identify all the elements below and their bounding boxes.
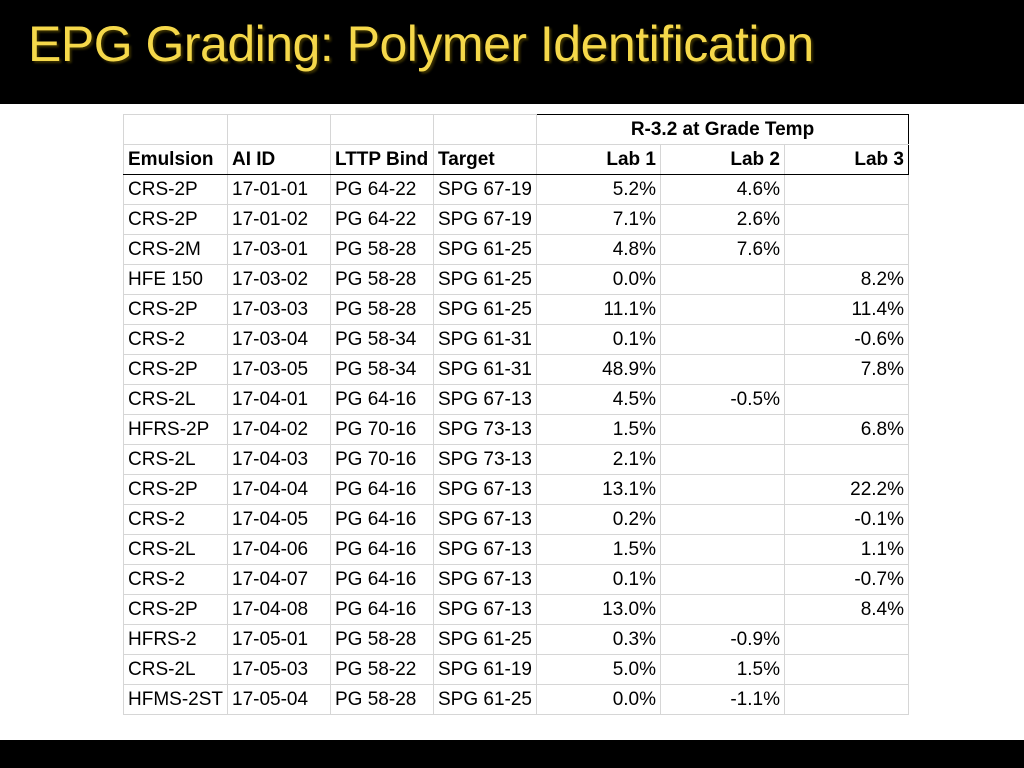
cell-lab-2: -0.5% xyxy=(661,385,785,415)
cell-lab-1: 1.5% xyxy=(537,415,661,445)
cell-emulsion: CRS-2L xyxy=(124,385,228,415)
cell-lttp-bind: PG 70-16 xyxy=(331,445,434,475)
cell-lttp-bind: PG 58-34 xyxy=(331,355,434,385)
cell-ai-id: 17-04-03 xyxy=(228,445,331,475)
cell-lab-2 xyxy=(661,295,785,325)
cell-target: SPG 67-19 xyxy=(434,205,537,235)
table-row xyxy=(124,265,909,295)
cell-lab-2 xyxy=(661,325,785,355)
cell-lab-3 xyxy=(785,625,909,655)
cell-ai-id: 17-01-02 xyxy=(228,205,331,235)
cell-lab-3: 7.8% xyxy=(785,355,909,385)
table-row xyxy=(124,475,909,505)
cell-target: SPG 67-13 xyxy=(434,595,537,625)
cell-lab-1: 13.1% xyxy=(537,475,661,505)
cell-lab-2 xyxy=(661,445,785,475)
cell-ai-id: 17-03-02 xyxy=(228,265,331,295)
slide-title: EPG Grading: Polymer Identification xyxy=(28,16,814,72)
col-header-lab-3: Lab 3 xyxy=(785,145,909,175)
cell-lab-2 xyxy=(661,355,785,385)
cell-ai-id: 17-05-03 xyxy=(228,655,331,685)
cell-ai-id: 17-03-03 xyxy=(228,295,331,325)
cell-emulsion: CRS-2P xyxy=(124,595,228,625)
cell-target: SPG 73-13 xyxy=(434,445,537,475)
cell-target: SPG 61-19 xyxy=(434,655,537,685)
cell-lab-3 xyxy=(785,445,909,475)
cell-lab-3 xyxy=(785,685,909,715)
cell-emulsion: HFRS-2P xyxy=(124,415,228,445)
cell-emulsion: CRS-2P xyxy=(124,475,228,505)
cell-target: SPG 67-13 xyxy=(434,505,537,535)
cell-ai-id: 17-04-08 xyxy=(228,595,331,625)
cell-lab-2: 4.6% xyxy=(661,175,785,205)
cell-emulsion: CRS-2M xyxy=(124,235,228,265)
cell-lab-1: 4.5% xyxy=(537,385,661,415)
cell-ai-id: 17-03-04 xyxy=(228,325,331,355)
cell-lab-1: 11.1% xyxy=(537,295,661,325)
cell-lab-1: 5.2% xyxy=(537,175,661,205)
cell-emulsion: CRS-2 xyxy=(124,565,228,595)
cell-lttp-bind: PG 58-22 xyxy=(331,655,434,685)
cell-ai-id: 17-03-01 xyxy=(228,235,331,265)
cell-emulsion: CRS-2P xyxy=(124,205,228,235)
empty-header-cell xyxy=(228,115,331,145)
cell-lab-1: 0.1% xyxy=(537,325,661,355)
table-row xyxy=(124,205,909,235)
cell-lab-3 xyxy=(785,385,909,415)
cell-lttp-bind: PG 64-16 xyxy=(331,535,434,565)
col-header-emulsion: Emulsion xyxy=(124,145,228,175)
table-row xyxy=(124,295,909,325)
cell-lab-1: 0.3% xyxy=(537,625,661,655)
table-row xyxy=(124,535,909,565)
cell-lab-3: -0.6% xyxy=(785,325,909,355)
empty-header-cell xyxy=(331,115,434,145)
column-header-row xyxy=(124,145,909,175)
cell-target: SPG 73-13 xyxy=(434,415,537,445)
cell-target: SPG 61-25 xyxy=(434,295,537,325)
cell-lttp-bind: PG 58-34 xyxy=(331,325,434,355)
cell-lab-2 xyxy=(661,505,785,535)
cell-lab-2 xyxy=(661,265,785,295)
cell-lttp-bind: PG 58-28 xyxy=(331,625,434,655)
table-row xyxy=(124,325,909,355)
cell-ai-id: 17-04-02 xyxy=(228,415,331,445)
cell-target: SPG 67-13 xyxy=(434,565,537,595)
col-header-lab-2: Lab 2 xyxy=(661,145,785,175)
title-bar xyxy=(0,0,1024,104)
cell-lab-2 xyxy=(661,535,785,565)
cell-ai-id: 17-05-04 xyxy=(228,685,331,715)
cell-lab-1: 4.8% xyxy=(537,235,661,265)
table-row xyxy=(124,595,909,625)
table-row xyxy=(124,685,909,715)
cell-emulsion: HFMS-2ST xyxy=(124,685,228,715)
cell-lttp-bind: PG 58-28 xyxy=(331,265,434,295)
cell-lab-3: 1.1% xyxy=(785,535,909,565)
cell-emulsion: CRS-2L xyxy=(124,655,228,685)
cell-lab-2 xyxy=(661,595,785,625)
cell-lab-1: 5.0% xyxy=(537,655,661,685)
cell-lab-2: 7.6% xyxy=(661,235,785,265)
table-row xyxy=(124,385,909,415)
cell-lab-2: 1.5% xyxy=(661,655,785,685)
cell-lab-3: 8.4% xyxy=(785,595,909,625)
cell-lab-3 xyxy=(785,655,909,685)
cell-lab-1: 0.2% xyxy=(537,505,661,535)
table-body xyxy=(124,115,909,715)
empty-header-cell xyxy=(434,115,537,145)
table-row xyxy=(124,235,909,265)
cell-ai-id: 17-04-06 xyxy=(228,535,331,565)
cell-target: SPG 61-25 xyxy=(434,625,537,655)
table-row xyxy=(124,355,909,385)
cell-lab-1: 1.5% xyxy=(537,535,661,565)
cell-emulsion: CRS-2 xyxy=(124,325,228,355)
cell-target: SPG 61-25 xyxy=(434,235,537,265)
cell-lab-1: 48.9% xyxy=(537,355,661,385)
col-header-lttp-bind: LTTP Bind xyxy=(331,145,434,175)
cell-target: SPG 67-13 xyxy=(434,385,537,415)
cell-lab-1: 2.1% xyxy=(537,445,661,475)
cell-target: SPG 67-19 xyxy=(434,175,537,205)
cell-ai-id: 17-04-05 xyxy=(228,505,331,535)
cell-ai-id: 17-01-01 xyxy=(228,175,331,205)
col-header-target: Target xyxy=(434,145,537,175)
cell-target: SPG 61-31 xyxy=(434,325,537,355)
cell-emulsion: CRS-2P xyxy=(124,295,228,325)
table-row xyxy=(124,505,909,535)
cell-lab-2: -1.1% xyxy=(661,685,785,715)
cell-lttp-bind: PG 64-22 xyxy=(331,205,434,235)
cell-lttp-bind: PG 64-16 xyxy=(331,505,434,535)
cell-target: SPG 61-31 xyxy=(434,355,537,385)
group-header: R-3.2 at Grade Temp xyxy=(537,115,909,145)
cell-lab-3: 22.2% xyxy=(785,475,909,505)
cell-lttp-bind: PG 64-16 xyxy=(331,565,434,595)
cell-emulsion: HFE 150 xyxy=(124,265,228,295)
cell-emulsion: CRS-2P xyxy=(124,175,228,205)
table-row xyxy=(124,175,909,205)
cell-lab-3: 11.4% xyxy=(785,295,909,325)
group-header-row xyxy=(124,115,909,145)
table-row xyxy=(124,565,909,595)
cell-lab-3: -0.7% xyxy=(785,565,909,595)
cell-lab-2 xyxy=(661,565,785,595)
cell-emulsion: CRS-2P xyxy=(124,355,228,385)
cell-emulsion: CRS-2L xyxy=(124,535,228,565)
cell-ai-id: 17-03-05 xyxy=(228,355,331,385)
empty-header-cell xyxy=(124,115,228,145)
cell-lab-3 xyxy=(785,235,909,265)
cell-lab-1: 0.0% xyxy=(537,685,661,715)
slide-content xyxy=(0,104,1024,740)
cell-target: SPG 67-13 xyxy=(434,535,537,565)
cell-lttp-bind: PG 64-16 xyxy=(331,385,434,415)
col-header-lab-1: Lab 1 xyxy=(537,145,661,175)
cell-ai-id: 17-04-07 xyxy=(228,565,331,595)
cell-lab-3 xyxy=(785,205,909,235)
cell-emulsion: CRS-2L xyxy=(124,445,228,475)
cell-lab-1: 0.1% xyxy=(537,565,661,595)
cell-lab-3: 8.2% xyxy=(785,265,909,295)
cell-lab-2 xyxy=(661,415,785,445)
table-row xyxy=(124,655,909,685)
cell-lab-3 xyxy=(785,175,909,205)
cell-ai-id: 17-05-01 xyxy=(228,625,331,655)
table-row xyxy=(124,625,909,655)
cell-lttp-bind: PG 58-28 xyxy=(331,235,434,265)
cell-lttp-bind: PG 64-16 xyxy=(331,595,434,625)
cell-lab-1: 13.0% xyxy=(537,595,661,625)
cell-lttp-bind: PG 58-28 xyxy=(331,295,434,325)
cell-lab-1: 7.1% xyxy=(537,205,661,235)
cell-ai-id: 17-04-04 xyxy=(228,475,331,505)
bottom-bar xyxy=(0,740,1024,768)
polymer-id-table xyxy=(123,114,909,715)
cell-emulsion: HFRS-2 xyxy=(124,625,228,655)
table-row xyxy=(124,445,909,475)
cell-lttp-bind: PG 58-28 xyxy=(331,685,434,715)
cell-lab-3: 6.8% xyxy=(785,415,909,445)
table-row xyxy=(124,415,909,445)
cell-lab-3: -0.1% xyxy=(785,505,909,535)
cell-lttp-bind: PG 64-16 xyxy=(331,475,434,505)
cell-lab-2: 2.6% xyxy=(661,205,785,235)
cell-lab-2: -0.9% xyxy=(661,625,785,655)
cell-lab-1: 0.0% xyxy=(537,265,661,295)
cell-lttp-bind: PG 70-16 xyxy=(331,415,434,445)
cell-emulsion: CRS-2 xyxy=(124,505,228,535)
cell-target: SPG 61-25 xyxy=(434,685,537,715)
cell-lttp-bind: PG 64-22 xyxy=(331,175,434,205)
col-header-ai-id: AI ID xyxy=(228,145,331,175)
cell-lab-2 xyxy=(661,475,785,505)
cell-target: SPG 61-25 xyxy=(434,265,537,295)
cell-ai-id: 17-04-01 xyxy=(228,385,331,415)
cell-target: SPG 67-13 xyxy=(434,475,537,505)
